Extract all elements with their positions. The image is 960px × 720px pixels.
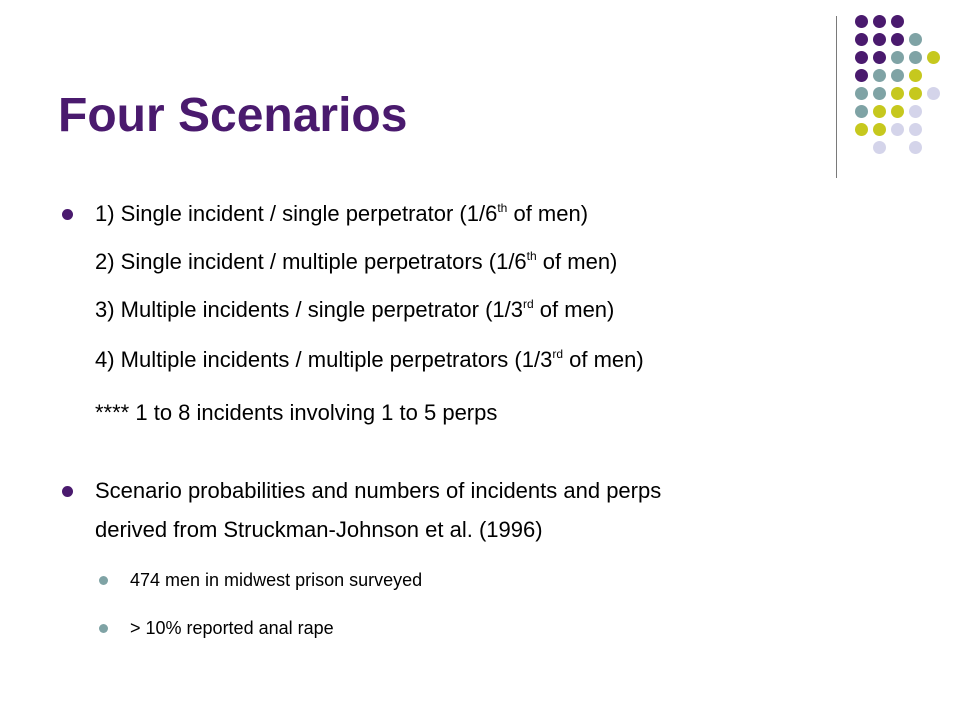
decor-dot	[855, 33, 868, 46]
sub-bullet-icon	[99, 624, 108, 633]
slide-title: Four Scenarios	[58, 89, 408, 142]
scenario-text: of men)	[533, 297, 615, 322]
decor-dot	[855, 69, 868, 82]
decor-dot	[873, 105, 886, 118]
decor-dot	[873, 123, 886, 136]
scenario-text: 3) Multiple incidents / single perpetrator (1/3	[95, 297, 523, 322]
decor-dot	[909, 105, 922, 118]
decor-dot	[873, 69, 886, 82]
decor-dot	[891, 69, 904, 82]
decor-dot	[855, 51, 868, 64]
scenario-text: of men)	[507, 201, 589, 226]
scenario-text: of men)	[536, 249, 618, 274]
ordinal-suffix: th	[497, 201, 508, 215]
sub-bullet-icon	[99, 576, 108, 585]
decor-dot	[873, 87, 886, 100]
decor-dot	[855, 15, 868, 28]
decor-dot	[909, 51, 922, 64]
decor-dot	[873, 15, 886, 28]
bullet-text-line-2: derived from Struckman-Johnson et al. (1996)	[95, 517, 543, 542]
decor-dot	[873, 33, 886, 46]
decor-dot	[909, 33, 922, 46]
decor-dot	[891, 105, 904, 118]
decor-dot	[927, 51, 940, 64]
sub-bullet-text-2: > 10% reported anal rape	[130, 618, 334, 638]
decor-dot	[909, 69, 922, 82]
bullet-icon	[62, 209, 73, 220]
bullet-icon	[62, 486, 73, 497]
bullet-text-line-1: Scenario probabilities and numbers of incidents and perps	[95, 478, 662, 503]
scenario-line-3	[95, 296, 614, 324]
ordinal-suffix: th	[526, 249, 537, 263]
scenario-text: 4) Multiple incidents / multiple perpetrators (1/3	[95, 347, 553, 372]
decor-dot	[927, 87, 940, 100]
scenario-text: 2) Single incident / multiple perpetrators (1/6	[95, 249, 527, 274]
decor-dot	[855, 105, 868, 118]
decor-dot	[855, 123, 868, 136]
scenario-text: 1) Single incident / single perpetrator (1/6	[95, 201, 498, 226]
decor-dot	[855, 87, 868, 100]
scenario-line-2	[95, 248, 617, 276]
decor-dot	[873, 141, 886, 154]
decor-dot	[891, 51, 904, 64]
decorative-dot-grid	[0, 0, 960, 200]
decor-dot	[909, 141, 922, 154]
decor-dot	[909, 123, 922, 136]
decor-dot	[891, 33, 904, 46]
note-line: **** 1 to 8 incidents involving 1 to 5 perps	[95, 400, 498, 425]
sub-bullet-text-1: 474 men in midwest prison surveyed	[130, 570, 423, 590]
scenario-line-1	[95, 200, 588, 228]
decor-dot	[891, 123, 904, 136]
scenario-line-4	[95, 346, 644, 374]
ordinal-suffix: rd	[552, 347, 563, 361]
decor-dot	[891, 87, 904, 100]
decor-dot	[909, 87, 922, 100]
ordinal-suffix: rd	[523, 297, 534, 311]
decor-dot	[873, 51, 886, 64]
scenario-text: of men)	[563, 347, 644, 372]
decor-dot	[891, 15, 904, 28]
